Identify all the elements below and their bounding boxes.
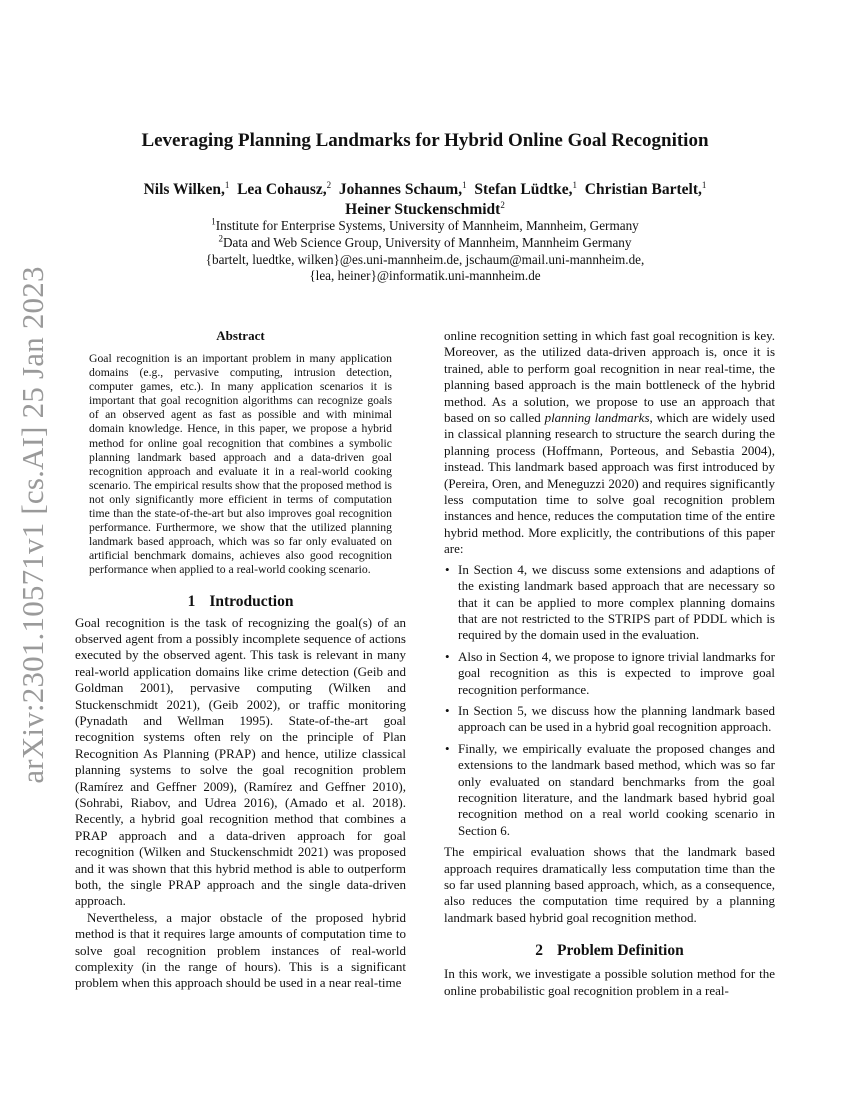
author: Lea Cohausz,$^2$ <box>237 179 332 198</box>
left-column <box>75 328 406 992</box>
list-item: • Also in Section 4, we propose to ignore trivial landmarks for goal recognition as this is expected to improve goal recognition performance. <box>445 648 775 697</box>
list-item: • In Section 5, we discuss how the planning landmark based approach can be used in a hybrid goal recognition approach. <box>445 702 775 735</box>
bullet-icon: • <box>445 648 450 664</box>
bullet-icon: • <box>445 702 450 718</box>
section-heading-problem-definition: 2 Problem Definition <box>535 942 684 960</box>
abstract-text: Goal recognition is an important problem in many application domains (e.g., pervasive computing, intrusion detection, computer games, etc.). In many application scenarios it is important that goal recognition algorithms can recognize goals of an observed agent as fast as possible and with minimal domain knowledge. Hence, in this paper, we propose a hybrid method for online goal recognition that combines a symbolic planning landmark based approach and a data-driven goal recognition approach and evaluate it in a real-world cooking scenario. The empirical results show that the proposed method is not only significantly more efficient in terms of computation time than the state-of-the-art but also improves goal recognition performance. Furthermore, we show that the utilized planning landmark based approach, which was so far only evaluated on artificial benchmark domains, achieves also good recognition performance when applied to a real-world cooking scenario. <box>89 352 392 577</box>
paper-title: Leveraging Planning Landmarks for Hybrid Online Goal Recognition <box>141 130 709 151</box>
right-column <box>444 328 775 999</box>
arxiv-watermark <box>8 266 58 784</box>
author: Stefan Lüdtke,$^1$ <box>474 179 578 198</box>
affiliation: $^1$Institute for Enterprise Systems, University of Mannheim, Mannheim, Germany <box>211 216 639 233</box>
emphasis: planning landmarks <box>544 410 650 426</box>
email-line: {bartelt, luedtke, wilken}@es.uni-mannheim.de, jschaum@mail.uni-mannheim.de, <box>205 251 645 267</box>
bullet-icon: • <box>445 740 450 756</box>
section-heading-introduction: 1 Introduction <box>187 592 294 610</box>
paragraph: Nevertheless, a major obstacle of the proposed hybrid method is that it requires large amounts of computation time to solve goal recognition problem instances of real-world complexity (in the range of hours). This is a significant problem when this approach should be used in a near real-time <box>75 909 406 991</box>
author: Johannes Schaum,$^1$ <box>338 179 467 198</box>
paragraph: The empirical evaluation shows that the landmark based approach requires dramatically less computation time than the so far used planning based approach, which, as a consequence, also reduces the computation time required by a planning landmark based hybrid goal recognition method. <box>444 844 775 925</box>
affiliation: $^2$Data and Web Science Group, University of Mannheim, Mannheim Germany <box>218 233 632 250</box>
arxiv-id: arXiv:2301.10571v1 [cs.AI] 25 Jan 2023 <box>15 266 50 784</box>
email-line: {lea, heiner}@informatik.uni-mannheim.de <box>309 268 541 284</box>
bullet-icon: • <box>445 561 450 577</box>
paragraph: Goal recognition is the task of recognizing the goal(s) of an observed agent from a possibly incomplete sequence of actions executed by the observed agent. This task is relevant in many real-world application domains like crime detection (Geib and Goldman 2001), pervasive computing (Wilken and Stuckenschmidt 2021), (Geib 2002), or traffic monitoring (Pynadath and Wellman 1995). State-of-the-art goal recognition systems often rely on the principle of Plan Recognition As Planning (PRAP) and hence, utilize classical planning systems to solve the goal recognition problem (Ramírez and Geffner 2009), (Ramírez and Geffner 2010), (Sohrabi, Riabov, and Udrea 2016), (Amado et al. 2018). Recently, a hybrid goal recognition method that combines a PRAP approach and a data-driven approach for goal recognition (Wilken and Stuckenschmidt 2021) was proposed and it was shown that this hybrid method is able to outperform both, the single PRAP approach and the single data-driven approach. <box>75 614 406 909</box>
author: Heiner Stuckenschmidt$^2$ <box>345 199 505 218</box>
contribution-list <box>444 562 775 840</box>
author-list <box>75 180 775 220</box>
abstract-title: Abstract <box>216 328 265 343</box>
author: Christian Bartelt,$^1$ <box>584 179 707 198</box>
paragraph: In this work, we investigate a possible solution method for the online probabilistic goal recognition problem in a real- <box>444 966 775 998</box>
affiliations <box>75 218 775 285</box>
author: Nils Wilken,$^1$ <box>143 179 230 198</box>
list-item: • Finally, we empirically evaluate the proposed changes and extensions to the landmark based method, which was so far only evaluated on standard benchmarks from the goal recognition literature, and the landmark based hybrid goal recognition method on a real world cooking scenario in Section 6. <box>445 740 775 838</box>
paragraph: online recognition setting in which fast goal recognition is key. Moreover, as the utilized data-driven approach is, once it is trained, able to perform goal recognition in near real-time, the planning based approach is the main bottleneck of the hybrid method. As a solution, we propose to use an approach that based on so called planning landmarks, which are widely used in classical planning research to structure the search during the planning process (Hoffmann, Porteous, and Sebastia 2004), instead. This landmark based approach was first introduced by (Pereira, Oren, and Meneguzzi 2020) and requires significantly less computation time to solve goal recognition problem instances and hence, reduces the computation time of the entire hybrid method. More explicitly, the contributions of this paper are: <box>444 328 775 557</box>
list-item: • In Section 4, we discuss some extensions and adaptions of the existing landmark based approach that are necessary so that it can be applied to more complex planning domains that are not restricted to the STRIPS part of PDDL which is required by the domain used in the evaluation. <box>445 561 775 643</box>
